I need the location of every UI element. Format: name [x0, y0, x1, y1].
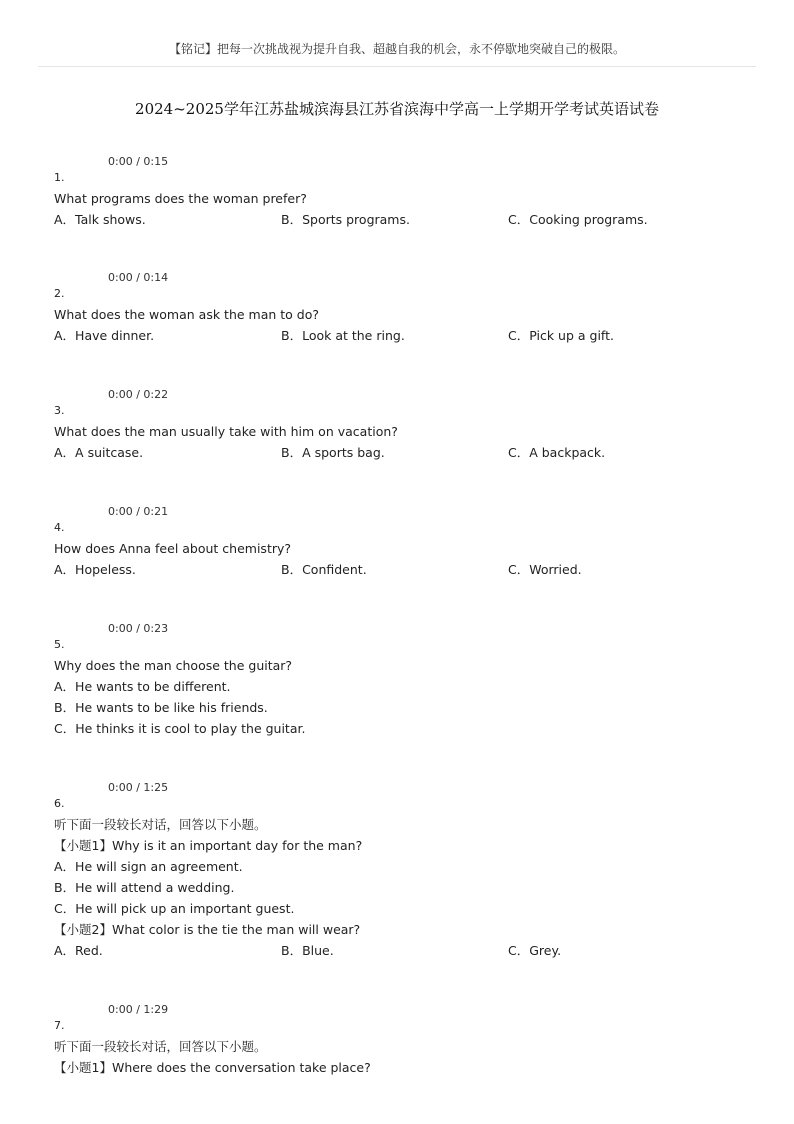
- option-a: A．Have dinner.: [54, 328, 155, 343]
- options-row: [54, 559, 754, 580]
- option-a: A．Red.: [54, 943, 103, 958]
- question-text: What does the man usually take with him on vacation?: [54, 424, 398, 439]
- option-a: A．A suitcase.: [54, 445, 144, 460]
- option-c: C．Pick up a gift.: [508, 328, 614, 343]
- audio-time[interactable]: 0:00 / 0:15: [108, 155, 169, 168]
- option-b: B．Sports programs.: [281, 212, 410, 227]
- options-row: [54, 442, 754, 463]
- document-title: 2024~2025学年江苏盐城滨海县江苏省滨海中学高一上学期开学考试英语试卷: [135, 100, 659, 118]
- sub-question-1-text: 【小题1】Where does the conversation take place?: [54, 1060, 371, 1075]
- header-motto: 【铭记】把每一次挑战视为提升自我、超越自我的机会，永不停歇地突破自己的极限。: [168, 42, 625, 56]
- audio-time[interactable]: 0:00 / 0:14: [108, 271, 169, 284]
- option-c: C．He will pick up an important guest.: [54, 901, 295, 916]
- question-text: What programs does the woman prefer?: [54, 191, 307, 206]
- question-text: What does the woman ask the man to do?: [54, 307, 320, 322]
- option-c: C．Cooking programs.: [508, 212, 648, 227]
- question-intro: 听下面一段较长对话，回答以下小题。: [54, 817, 267, 832]
- question-6: [54, 797, 754, 961]
- options-row: [54, 325, 754, 346]
- question-number: 2.: [54, 287, 65, 300]
- option-a: A．He wants to be different.: [54, 679, 231, 694]
- question-2: [54, 287, 754, 346]
- question-5: [54, 638, 754, 739]
- option-b: B．Confident.: [281, 562, 367, 577]
- option-a: A．Talk shows.: [54, 212, 146, 227]
- option-b: B．Look at the ring.: [281, 328, 405, 343]
- option-a: A．He will sign an agreement.: [54, 859, 243, 874]
- header-divider: [38, 66, 756, 67]
- option-b: B．Blue.: [281, 943, 334, 958]
- question-intro: 听下面一段较长对话，回答以下小题。: [54, 1039, 267, 1054]
- option-b: B．A sports bag.: [281, 445, 385, 460]
- question-number: 5.: [54, 638, 65, 651]
- option-c: C．A backpack.: [508, 445, 606, 460]
- option-b: B．He will attend a wedding.: [54, 880, 235, 895]
- sub-question-1-text: 【小题1】Why is it an important day for the man?: [54, 838, 363, 853]
- audio-time[interactable]: 0:00 / 0:21: [108, 505, 169, 518]
- audio-time[interactable]: 0:00 / 0:23: [108, 622, 169, 635]
- options-row: [54, 940, 754, 961]
- option-c: C．He thinks it is cool to play the guitar.: [54, 721, 306, 736]
- options-row: [54, 209, 754, 230]
- audio-time[interactable]: 0:00 / 1:29: [108, 1003, 169, 1016]
- question-text: Why does the man choose the guitar?: [54, 658, 293, 673]
- option-c: C．Worried.: [508, 562, 582, 577]
- question-number: 3.: [54, 404, 65, 417]
- question-number: 6.: [54, 797, 65, 810]
- audio-time[interactable]: 0:00 / 1:25: [108, 781, 169, 794]
- question-number: 4.: [54, 521, 65, 534]
- audio-time[interactable]: 0:00 / 0:22: [108, 388, 169, 401]
- question-1: [54, 171, 754, 230]
- question-number: 1.: [54, 171, 65, 184]
- question-7: [54, 1019, 754, 1078]
- question-text: How does Anna feel about chemistry?: [54, 541, 292, 556]
- option-a: A．Hopeless.: [54, 562, 136, 577]
- question-3: [54, 404, 754, 463]
- question-4: [54, 521, 754, 580]
- option-b: B．He wants to be like his friends.: [54, 700, 268, 715]
- option-c: C．Grey.: [508, 943, 562, 958]
- question-number: 7.: [54, 1019, 65, 1032]
- sub-question-2-text: 【小题2】What color is the tie the man will wear?: [54, 922, 361, 937]
